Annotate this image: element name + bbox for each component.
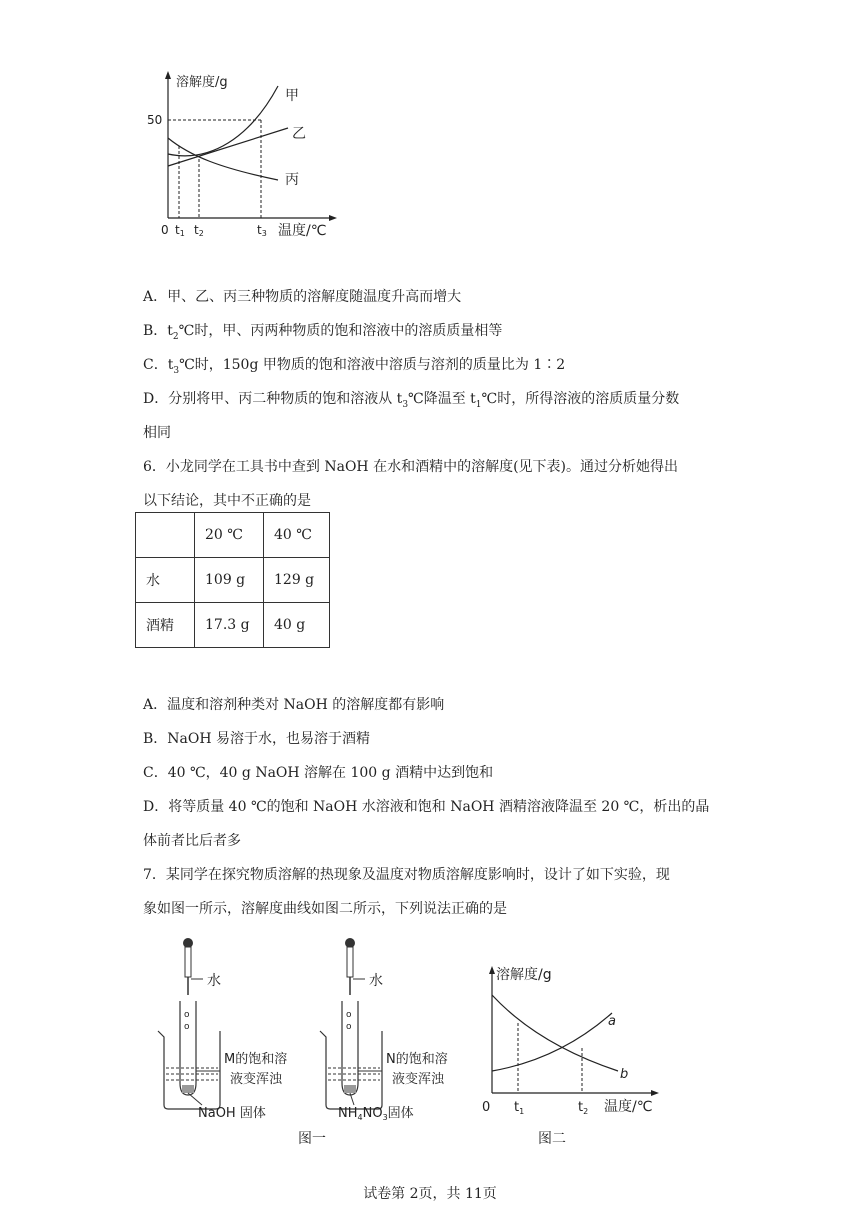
graph2-t2: $t_2$ — [578, 1100, 589, 1116]
water-label-1: 水 — [207, 973, 221, 989]
m-label-line1: M的饱和溶 — [224, 1052, 288, 1067]
solid-pointer — [188, 1093, 202, 1105]
x-axis-arrow — [329, 215, 337, 221]
graph2-t1: $t_1$ — [514, 1100, 525, 1116]
solubility-graph-2 — [478, 963, 698, 1148]
table-row — [136, 603, 330, 648]
beaker — [158, 1031, 220, 1109]
label-b: b — [620, 1067, 629, 1082]
figure1-caption: 图一 — [298, 1131, 326, 1147]
table-cell: 40 ℃ — [264, 513, 330, 558]
graph1-t1: t1 — [175, 223, 185, 238]
graph1-origin: 0 — [161, 223, 169, 237]
q6-option-a: A．温度和溶剂种类对 NaOH 的溶解度都有影响 — [143, 697, 445, 713]
graph1-y50: 50 — [147, 113, 163, 127]
table-cell: 水 — [136, 558, 195, 603]
table-cell: 129 g — [264, 558, 330, 603]
graph2-ylabel: 溶解度/g — [496, 967, 552, 983]
solid-sample — [182, 1085, 194, 1093]
water-drop: o — [346, 1010, 352, 1020]
graph2-xlabel: 温度/℃ — [604, 1099, 653, 1115]
solubility-graph-1 — [147, 68, 350, 243]
beaker-apparatus-2 — [320, 938, 448, 1122]
x-axis-arrow — [651, 1090, 659, 1096]
label-jia: 甲 — [285, 88, 299, 104]
q5-option-b: B．$t_2℃$时，甲、丙两种物质的饱和溶液中的溶质质量相等 — [143, 323, 503, 342]
table-cell — [136, 513, 195, 558]
graph1-xlabel: 温度/℃ — [278, 223, 327, 239]
curve-b — [492, 995, 618, 1071]
q5-option-d-cont: 相同 — [143, 425, 171, 441]
curve-yi — [168, 128, 288, 166]
label-bing: 丙 — [285, 172, 299, 188]
page-footer: 试卷第 2页，共 11页 — [363, 1186, 497, 1202]
q6-stem-line2: 以下结论，其中不正确的是 — [143, 493, 311, 509]
label-yi: 乙 — [292, 126, 306, 142]
solid-sample — [344, 1085, 356, 1093]
dropper-body — [185, 947, 191, 977]
q6-option-d-cont: 体前者比后者多 — [143, 833, 241, 849]
dropper-body — [347, 947, 353, 977]
table-cell: 酒精 — [136, 603, 195, 648]
q5-option-c: C．$t_3℃$时，150g 甲物质的饱和溶液中溶质与溶剂的质量比为 1∶2 — [143, 357, 566, 376]
figure2-caption: 图二 — [538, 1131, 566, 1147]
q7-stem-line1: 7．某同学在探究物质溶解的热现象及温度对物质溶解度影响时，设计了如下实验，现 — [143, 867, 670, 883]
graph2-origin: 0 — [482, 1100, 491, 1115]
y-axis-arrow — [165, 71, 171, 79]
table-cell: 17.3 g — [195, 603, 264, 648]
water-drop: o — [184, 1022, 190, 1032]
q5-option-d: D．分别将甲、丙二种物质的饱和溶液从 $t_3℃$降温至 $t_1℃$时，所得溶液的溶质质量分数 — [143, 391, 680, 410]
m-label-line2: 液变浑浊 — [230, 1072, 283, 1087]
graph1-ylabel: 溶解度/g — [176, 75, 228, 90]
q6-option-d: D．将等质量 40 ℃的饱和 NaOH 水溶液和饱和 NaOH 酒精溶液降温至 20 ℃，析出的晶 — [143, 799, 710, 815]
solubility-table — [135, 512, 330, 648]
beaker-apparatus-1 — [158, 938, 287, 1121]
n-label-line1: N的饱和溶 — [386, 1052, 448, 1067]
n-label-line2: 液变浑浊 — [392, 1072, 445, 1087]
table-row — [136, 558, 330, 603]
y-axis-arrow — [489, 966, 495, 974]
graph1-t2: t2 — [194, 223, 204, 238]
table-header-row — [136, 513, 330, 558]
q7-stem-line2: 象如图一所示，溶解度曲线如图二所示，下列说法正确的是 — [143, 901, 507, 917]
water-drop: o — [346, 1022, 352, 1032]
curve-bing — [168, 138, 278, 180]
solid-label-2: $NH_4NO_3$固体 — [338, 1106, 414, 1122]
q6-option-c: C．40 ℃，40 g NaOH 溶解在 100 g 酒精中达到饱和 — [143, 765, 494, 781]
water-label-2: 水 — [369, 973, 383, 989]
solid-label-1: NaOH 固体 — [198, 1106, 266, 1121]
table-cell: 20 ℃ — [195, 513, 264, 558]
q5-option-a: A．甲、乙、丙三种物质的溶解度随温度升高而增大 — [143, 289, 462, 305]
q6-stem-line1: 6．小龙同学在工具书中查到 NaOH 在水和酒精中的溶解度(见下表)。通过分析她得出 — [143, 459, 679, 475]
water-drop: o — [184, 1010, 190, 1020]
label-a: a — [608, 1014, 616, 1029]
experiment-figure-1 — [150, 933, 490, 1148]
q6-option-b: B．NaOH 易溶于水，也易溶于酒精 — [143, 731, 371, 747]
table-cell: 40 g — [264, 603, 330, 648]
graph1-t3: t3 — [257, 223, 267, 238]
table-cell: 109 g — [195, 558, 264, 603]
